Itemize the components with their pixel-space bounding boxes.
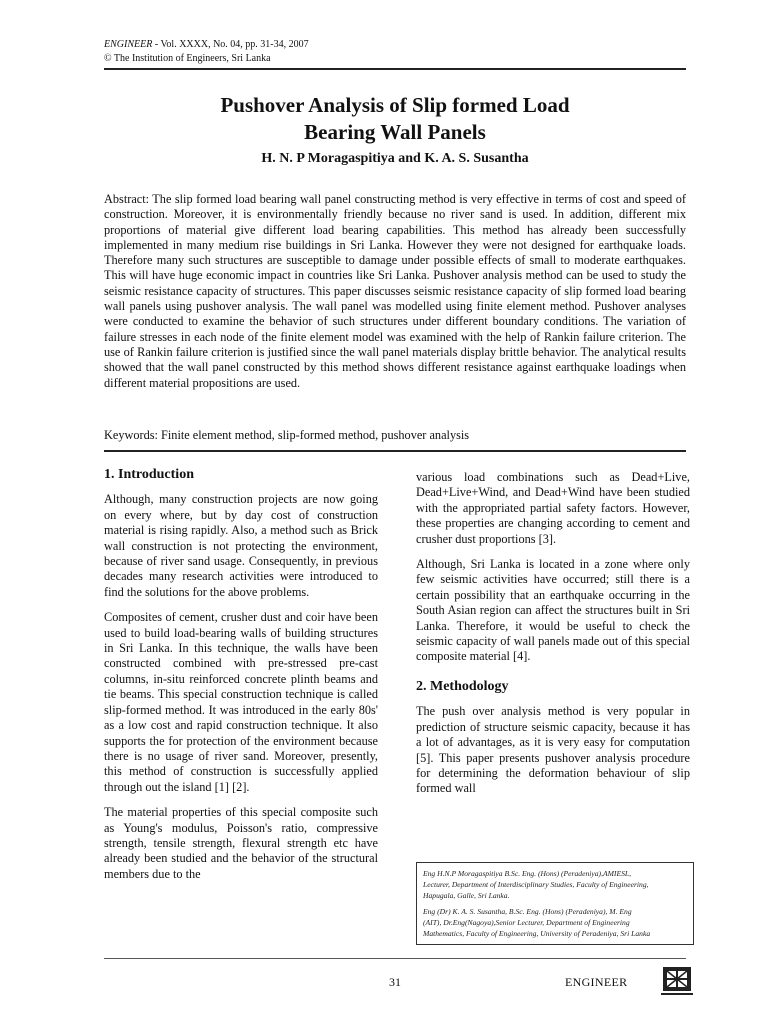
author-list: H. N. P Moragaspitiya and K. A. S. Susantha [261,151,529,166]
paragraph: Composites of cement, crusher dust and coir have been used to build load-bearing walls of building structures in Sri Lanka. In this technique, the walls have been constructed combined with pre-stressed pre-cast columns, in-situ reinforced concrete plinth beams and tie beams. This special construction technique is called slip-formed method. It was introduced in the early 80s' as a low cost and rapid construction technique. It also supports the for protection of the environment because there is no usage of river sand. Moreover, presently, this method of construction is successfully applied through out the island [1] [2]. [104,610,378,794]
left-column [104,467,378,892]
keywords: Keywords: Finite element method, slip-formed method, pushover analysis [104,428,470,442]
journal-issue: - Vol. XXXX, No. 04, pp. 31-34, 2007 [152,39,309,50]
footer-journal-name: ENGINEER [565,975,628,989]
affiliation-line: Mathematics, Faculty of Engineering, University of Peradeniya, Sri Lanka [423,929,651,938]
paragraph: various load combinations such as Dead+Live, Dead+Live+Wind, and Dead+Wind have been studied with the appropriated partial safety factors. However, these properties are changing according to cement and crusher dust proportions [3]. [416,470,690,546]
paper-title [104,92,686,146]
affiliation-line: Eng H.N.P Moragaspitiya B.Sc. Eng. (Hons) (Peradeniya),AMIESL, [423,869,632,878]
affiliation-line: Eng (Dr) K. A. S. Susantha, B.Sc. Eng. (Hons) (Peradeniya), M. Eng [423,907,632,916]
footer-divider [104,958,686,959]
abstract: Abstract: The slip formed load bearing wall panel constructing method is very effective in terms of cost and speed of construction. Moreover, it is environmentally friendly because no river sand is used. In addition, different mix proportions of material give different load bearing capabilities. This method has already been successfully implemented in many medium rise buildings in Sri Lanka. However they were not designed for earthquake loads. Therefore many such structures are susceptible to damage under possible effects of small to moderate earthquakes. This will have huge economic impact in countries like Sri Lanka. Pushover analysis method can be used to study the seismic resistance capacity of structures. This paper discusses seismic resistance capacity of slip formed load bearing wall panels using pushover analysis. The wall panel was modelled using finite element method. Pushover analyses were conducted to examine the behavior of such structures under different boundary conditions. The variation of failure stresses in each node of the finite element model was examined with the help of Rankin failure criterion. The use of Rankin failure criterion is justified since the wall panel materials display brittle behavior. The analytical results showed that the wall panel constructed by this method shows different resistance against earthquake loadings when different material propositions are used. [104,192,686,390]
page-number: 31 [389,975,401,989]
title-line-1: Pushover Analysis of Slip formed Load [220,93,570,117]
journal-issue-line [104,38,309,52]
paragraph: The push over analysis method is very popular in prediction of structure seismic capacity, because it has a lot of advantages, as it is very easy for computation [5]. This paper presents pushover analysis procedure for determining the deformation behaviour of slip formed wall [416,704,690,796]
affiliation-line: Hapugala, Galle, Sri Lanka. [423,891,510,900]
institution-line: © The Institution of Engineers, Sri Lanka [104,53,271,64]
abstract-divider [104,450,686,452]
author-affiliation-box [416,862,694,945]
paragraph: Although, many construction projects are now going on every where, but by day cost of construction material is rising rapidly. Also, a method such as Brick wall construction is not protecting the environment, because of river sand usage. Consequently, in previous decades many research activities were introduced to find the solutions for the above problems. [104,492,378,599]
journal-name: ENGINEER [104,39,153,50]
affiliation-line: (AIT), Dr.Eng(Nagoya),Senior Lecturer, Department of Engineering [423,918,630,927]
paragraph: Although, Sri Lanka is located in a zone where only few seismic activities have occurred; still there is a certain possibility that an earthquake occurring in the South Asian region can affect the structures built in Sri Lanka. Therefore, it would be useful to check the seismic capacity of wall panels made out of this special composite material [4]. [416,557,690,664]
section-heading-introduction: 1. Introduction [104,467,194,482]
header-divider [104,68,686,70]
affiliation-line: Lecturer, Department of Interdisciplinary Studies, Faculty of Engineering, [423,880,649,889]
institution-logo-icon [657,965,697,997]
paragraph: The material properties of this special composite such as Young's modulus, Poisson's ratio, compressive strength, tensile strength, flexural strength etc have already been studied and the behavior of the structural members due to the [104,805,378,881]
title-line-2: Bearing Wall Panels [304,120,486,144]
journal-header [104,38,309,66]
right-column [416,470,690,807]
section-heading-methodology: 2. Methodology [416,678,509,694]
